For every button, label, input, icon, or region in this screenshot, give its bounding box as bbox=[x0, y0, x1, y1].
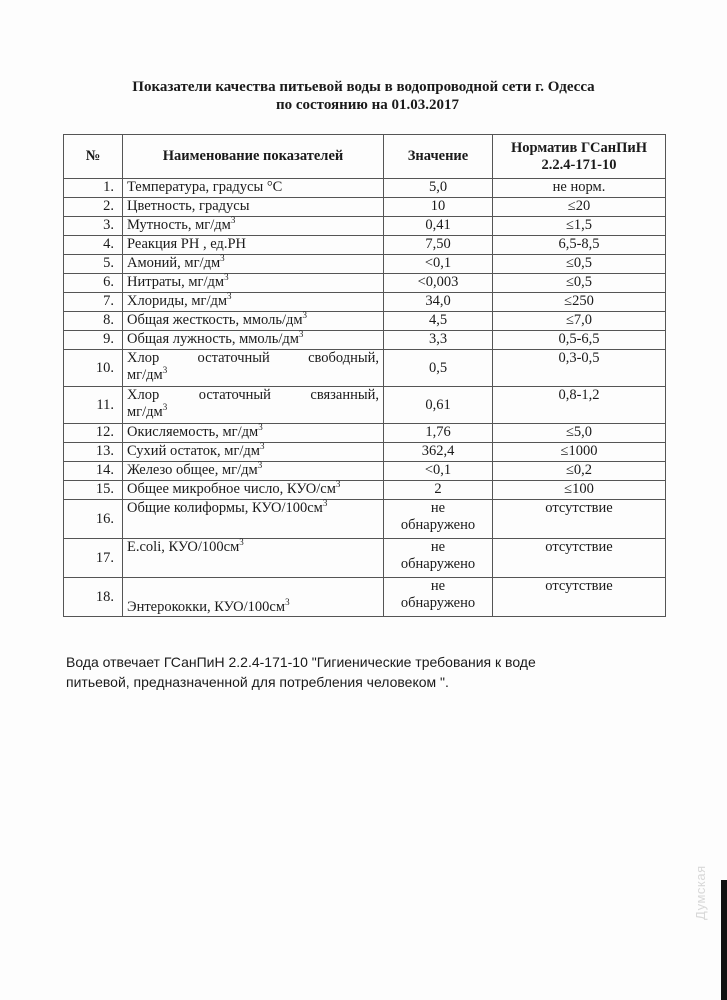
indicator-name bbox=[123, 462, 384, 481]
row-number: 18. bbox=[64, 578, 123, 617]
table-row bbox=[64, 462, 666, 481]
indicator-name bbox=[123, 331, 384, 350]
table-row bbox=[64, 312, 666, 331]
indicator-name-text: Общее микробное число, КУО/см bbox=[127, 481, 336, 497]
row-number: 6. bbox=[64, 274, 123, 293]
indicator-name-text: Нитраты, мг/дм bbox=[127, 274, 225, 290]
measured-value: 7,50 bbox=[384, 236, 493, 255]
indicator-name-text: E.coli, КУО/100см bbox=[127, 539, 240, 555]
table-row bbox=[64, 481, 666, 500]
indicator-name-text: Общая лужность, ммоль/дм bbox=[127, 331, 299, 347]
row-number: 11. bbox=[64, 387, 123, 424]
indicator-name-text: Окисляемость, мг/дм bbox=[127, 424, 259, 440]
unit-superscript: 3 bbox=[335, 479, 341, 490]
indicator-name bbox=[123, 539, 384, 578]
norm-value: отсутствие bbox=[493, 578, 666, 617]
header-name: Наименование показателей bbox=[123, 135, 384, 179]
indicator-name-text: Хлориды, мг/дм bbox=[127, 293, 228, 309]
measured-value: 0,61 bbox=[384, 387, 493, 424]
indicator-name bbox=[123, 179, 384, 198]
measured-value: 34,0 bbox=[384, 293, 493, 312]
row-number: 14. bbox=[64, 462, 123, 481]
indicator-name-text: Температура, градусы °С bbox=[127, 179, 283, 195]
norm-value: 0,3-0,5 bbox=[493, 350, 666, 387]
table-row bbox=[64, 578, 666, 617]
unit-superscript: 3 bbox=[298, 329, 304, 340]
conclusion-line-1: Вода отвечает ГСанПиН 2.2.4-171-10 "Гигиенические требования к воде bbox=[66, 654, 536, 670]
norm-value: ≤250 bbox=[493, 293, 666, 312]
row-number: 8. bbox=[64, 312, 123, 331]
table-row bbox=[64, 255, 666, 274]
table-row bbox=[64, 387, 666, 424]
measured-value-line-2: обнаружено bbox=[400, 517, 476, 533]
indicator-name bbox=[123, 255, 384, 274]
row-number: 3. bbox=[64, 217, 123, 236]
measured-value-line-1: не bbox=[430, 539, 446, 555]
indicator-name-text: Реакция РН , ед.РН bbox=[127, 236, 246, 252]
table-row bbox=[64, 424, 666, 443]
measured-value: <0,1 bbox=[384, 462, 493, 481]
table-row bbox=[64, 293, 666, 312]
document-title bbox=[0, 78, 727, 114]
measured-value-line-2: обнаружено bbox=[400, 595, 476, 611]
norm-value: ≤0,2 bbox=[493, 462, 666, 481]
measured-value-line-1: не bbox=[430, 500, 446, 516]
unit-superscript: 3 bbox=[285, 597, 290, 608]
row-number: 5. bbox=[64, 255, 123, 274]
indicator-name bbox=[123, 217, 384, 236]
indicator-name bbox=[123, 424, 384, 443]
measured-value: 0,5 bbox=[384, 350, 493, 387]
conclusion-text bbox=[66, 652, 626, 692]
unit-superscript: 3 bbox=[162, 365, 168, 376]
indicator-name-text: мг/дм bbox=[127, 404, 163, 420]
table-row bbox=[64, 331, 666, 350]
measured-value: 2 bbox=[384, 481, 493, 500]
indicator-name-text: Железо общее, мг/дм bbox=[127, 462, 258, 478]
measured-value: 0,41 bbox=[384, 217, 493, 236]
measured-value: 1,76 bbox=[384, 424, 493, 443]
indicator-name bbox=[123, 481, 384, 500]
indicator-name bbox=[123, 198, 384, 217]
table-header-row bbox=[64, 135, 666, 179]
scan-edge bbox=[721, 880, 727, 1000]
indicator-name bbox=[123, 274, 384, 293]
measured-value-line-2: обнаружено bbox=[400, 556, 476, 572]
row-number: 9. bbox=[64, 331, 123, 350]
row-number: 7. bbox=[64, 293, 123, 312]
norm-value: 0,8-1,2 bbox=[493, 387, 666, 424]
unit-superscript: 3 bbox=[239, 537, 244, 548]
measured-value: <0,1 bbox=[384, 255, 493, 274]
indicator-name bbox=[123, 443, 384, 462]
header-norm-line-1: Норматив ГСанПиН bbox=[511, 139, 647, 156]
measured-value: <0,003 bbox=[384, 274, 493, 293]
indicator-name bbox=[123, 293, 384, 312]
unit-superscript: 3 bbox=[259, 441, 265, 452]
header-num: № bbox=[64, 135, 123, 179]
measured-value bbox=[384, 578, 493, 617]
indicator-name bbox=[123, 387, 384, 424]
norm-value: не норм. bbox=[493, 179, 666, 198]
table-row bbox=[64, 217, 666, 236]
indicator-name-text: Общая жесткость, ммоль/дм bbox=[127, 312, 303, 328]
norm-value: отсутствие bbox=[493, 500, 666, 539]
unit-superscript: 3 bbox=[162, 402, 168, 413]
unit-superscript: 3 bbox=[302, 310, 308, 321]
row-number: 12. bbox=[64, 424, 123, 443]
table-row bbox=[64, 179, 666, 198]
indicator-name-text: Амоний, мг/дм bbox=[127, 255, 221, 271]
indicator-name-line-1: Хлор остаточный связанный, bbox=[127, 387, 379, 403]
table-row bbox=[64, 350, 666, 387]
row-number: 15. bbox=[64, 481, 123, 500]
unit-superscript: 3 bbox=[258, 422, 263, 433]
measured-value: 5,0 bbox=[384, 179, 493, 198]
norm-value: ≤20 bbox=[493, 198, 666, 217]
measured-value bbox=[384, 539, 493, 578]
indicator-name-text: мг/дм bbox=[127, 367, 163, 383]
title-line-2: по состоянию на 01.03.2017 bbox=[275, 97, 460, 113]
measured-value: 362,4 bbox=[384, 443, 493, 462]
table-row bbox=[64, 500, 666, 539]
row-number: 13. bbox=[64, 443, 123, 462]
norm-value: 0,5-6,5 bbox=[493, 331, 666, 350]
title-line-1: Показатели качества питьевой воды в водопроводной сети г. Одесса bbox=[132, 79, 595, 95]
row-number: 1. bbox=[64, 179, 123, 198]
norm-value: ≤0,5 bbox=[493, 255, 666, 274]
row-number: 17. bbox=[64, 539, 123, 578]
norm-value: ≤100 bbox=[493, 481, 666, 500]
unit-superscript: 3 bbox=[220, 253, 225, 264]
header-norm-line-2: 2.2.4-171-10 bbox=[541, 156, 617, 173]
norm-value: отсутствие bbox=[493, 539, 666, 578]
table-row bbox=[64, 539, 666, 578]
unit-superscript: 3 bbox=[230, 215, 236, 226]
unit-superscript: 3 bbox=[224, 272, 229, 283]
header-norm bbox=[493, 135, 666, 179]
indicator-name bbox=[123, 312, 384, 331]
norm-value: ≤7,0 bbox=[493, 312, 666, 331]
unit-superscript: 3 bbox=[257, 460, 263, 471]
watermark: Думская bbox=[693, 865, 708, 920]
indicator-name-line-1: Хлор остаточный свободный, bbox=[127, 350, 379, 366]
row-number: 10. bbox=[64, 350, 123, 387]
table-row bbox=[64, 443, 666, 462]
measured-value bbox=[384, 500, 493, 539]
indicator-name-text: Энтерококки, КУО/100см bbox=[127, 599, 286, 615]
unit-superscript: 3 bbox=[227, 291, 232, 302]
indicator-name bbox=[123, 236, 384, 255]
measured-value: 10 bbox=[384, 198, 493, 217]
conclusion-line-2: питьевой, предназначенной для потребления человеком ". bbox=[66, 674, 449, 690]
indicator-name-text: Цветность, градусы bbox=[127, 198, 250, 214]
row-number: 16. bbox=[64, 500, 123, 539]
header-value: Значение bbox=[384, 135, 493, 179]
unit-superscript: 3 bbox=[322, 498, 328, 509]
measured-value: 4,5 bbox=[384, 312, 493, 331]
table-row bbox=[64, 236, 666, 255]
indicator-name-text: Мутность, мг/дм bbox=[127, 217, 231, 233]
row-number: 2. bbox=[64, 198, 123, 217]
measured-value: 3,3 bbox=[384, 331, 493, 350]
norm-value: 6,5-8,5 bbox=[493, 236, 666, 255]
indicator-name bbox=[123, 578, 384, 617]
indicator-name bbox=[123, 350, 384, 387]
norm-value: ≤1,5 bbox=[493, 217, 666, 236]
norm-value: ≤1000 bbox=[493, 443, 666, 462]
row-number: 4. bbox=[64, 236, 123, 255]
norm-value: ≤5,0 bbox=[493, 424, 666, 443]
indicator-name bbox=[123, 500, 384, 539]
water-quality-table bbox=[63, 134, 666, 617]
norm-value: ≤0,5 bbox=[493, 274, 666, 293]
indicator-name-text: Общие колиформы, КУО/100см bbox=[127, 500, 323, 516]
table-row bbox=[64, 198, 666, 217]
measured-value-line-1: не bbox=[430, 578, 446, 594]
indicator-name-text: Сухий остаток, мг/дм bbox=[127, 443, 260, 459]
table-row bbox=[64, 274, 666, 293]
